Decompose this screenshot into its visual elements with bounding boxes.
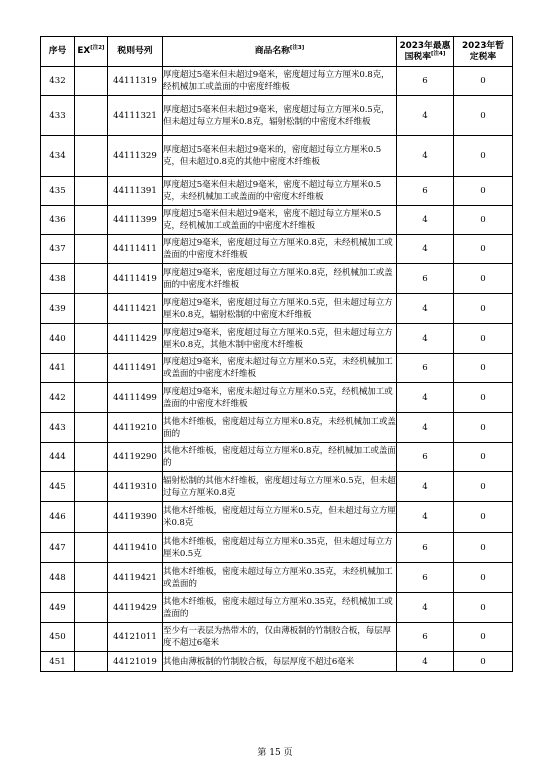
- cell-seq: 438: [41, 264, 75, 294]
- cell-tariff-code: 44121019: [108, 652, 163, 672]
- header-row: [41, 37, 513, 67]
- cell-ex: [75, 652, 108, 672]
- cell-product-name: 其他由薄板制的竹制胶合板，每层厚度不超过6毫米: [163, 652, 397, 672]
- cell-seq: 437: [41, 235, 75, 264]
- cell-seq: 449: [41, 593, 75, 623]
- cell-tariff-code: 44119210: [108, 413, 163, 443]
- cell-product-name: 其他木纤维板，密度未超过每立方厘米0.35克，未经机械加工或盖面的: [163, 563, 397, 593]
- cell-ex: [75, 533, 108, 563]
- cell-mfn-rate: 6: [397, 533, 454, 563]
- cell-provisional-rate: 0: [454, 264, 513, 294]
- cell-tariff-code: 44119290: [108, 443, 163, 472]
- table-row: [41, 96, 513, 136]
- cell-seq: 432: [41, 67, 75, 96]
- cell-provisional-rate: 0: [454, 324, 513, 354]
- cell-ex: [75, 294, 108, 324]
- name-note: [注3]: [289, 45, 305, 52]
- cell-product-name: 厚度超过9毫米，密度超过每立方厘米0.8克，经机械加工或盖面的中密度木纤维板: [163, 264, 397, 294]
- table-row: [41, 472, 513, 502]
- col-header-name: 商品名称[注3]: [163, 37, 397, 67]
- cell-mfn-rate: 4: [397, 324, 454, 354]
- cell-ex: [75, 383, 108, 413]
- cell-product-name: 至少有一表层为热带木的，仅由薄板制的竹制胶合板，每层厚度不超过6毫米: [163, 623, 397, 652]
- cell-provisional-rate: 0: [454, 563, 513, 593]
- cell-provisional-rate: 0: [454, 96, 513, 136]
- tariff-table: [40, 36, 513, 672]
- page-number: 第 15 页: [257, 748, 293, 758]
- cell-seq: 447: [41, 533, 75, 563]
- cell-tariff-code: 44111429: [108, 324, 163, 354]
- cell-mfn-rate: 4: [397, 502, 454, 533]
- cell-provisional-rate: 0: [454, 472, 513, 502]
- cell-ex: [75, 206, 108, 235]
- cell-provisional-rate: 0: [454, 623, 513, 652]
- col-header-seq: 序号: [41, 37, 75, 67]
- cell-tariff-code: 44111321: [108, 96, 163, 136]
- cell-provisional-rate: 0: [454, 593, 513, 623]
- table-row: [41, 502, 513, 533]
- cell-mfn-rate: 6: [397, 563, 454, 593]
- cell-ex: [75, 235, 108, 264]
- cell-seq: 440: [41, 324, 75, 354]
- cell-seq: 448: [41, 563, 75, 593]
- cell-ex: [75, 563, 108, 593]
- cell-provisional-rate: 0: [454, 413, 513, 443]
- table-row: [41, 354, 513, 383]
- cell-ex: [75, 324, 108, 354]
- cell-provisional-rate: 0: [454, 502, 513, 533]
- cell-tariff-code: 44111319: [108, 67, 163, 96]
- cell-mfn-rate: 4: [397, 383, 454, 413]
- col-header-code: 税则号列: [108, 37, 163, 67]
- cell-provisional-rate: 0: [454, 443, 513, 472]
- cell-tariff-code: 44111491: [108, 354, 163, 383]
- cell-tariff-code: 44119410: [108, 533, 163, 563]
- cell-seq: 441: [41, 354, 75, 383]
- cell-mfn-rate: 6: [397, 623, 454, 652]
- table-row: [41, 413, 513, 443]
- ex-note: [注2]: [90, 45, 105, 52]
- cell-mfn-rate: 4: [397, 294, 454, 324]
- cell-product-name: 厚度超过5毫米但未超过9毫米，密度超过每立方厘米0.8克，经机械加工或盖面的中密度纤维板: [163, 67, 397, 96]
- table-row: [41, 443, 513, 472]
- table-row: [41, 563, 513, 593]
- cell-ex: [75, 472, 108, 502]
- cell-ex: [75, 593, 108, 623]
- cell-product-name: 辐射松制的其他木纤维板，密度超过每立方厘米0.5克，但未超过每立方厘米0.8克: [163, 472, 397, 502]
- table-row: [41, 533, 513, 563]
- table-row: [41, 235, 513, 264]
- cell-product-name: 厚度超过9毫米，密度超过每立方厘米0.5克，但未超过每立方厘米0.8克，其他木制中密度木纤维板: [163, 324, 397, 354]
- cell-ex: [75, 443, 108, 472]
- cell-seq: 451: [41, 652, 75, 672]
- col-header-mfn-rate: 2023年最惠 国税率[注4]: [397, 37, 454, 67]
- cell-product-name: 厚度超过5毫米但未超过9毫米，密度不超过每立方厘米0.5克，经机械加工或盖面的中密度木纤维板: [163, 206, 397, 235]
- cell-tariff-code: 44111411: [108, 235, 163, 264]
- cell-mfn-rate: 4: [397, 96, 454, 136]
- cell-provisional-rate: 0: [454, 533, 513, 563]
- cell-seq: 435: [41, 177, 75, 206]
- cell-seq: 444: [41, 443, 75, 472]
- cell-provisional-rate: 0: [454, 235, 513, 264]
- cell-tariff-code: 44111499: [108, 383, 163, 413]
- cell-product-name: 其他木纤维板，密度未超过每立方厘米0.35克，经机械加工或盖面的: [163, 593, 397, 623]
- cell-tariff-code: 44121011: [108, 623, 163, 652]
- table-row: [41, 294, 513, 324]
- cell-seq: 443: [41, 413, 75, 443]
- cell-provisional-rate: 0: [454, 177, 513, 206]
- cell-tariff-code: 44119310: [108, 472, 163, 502]
- cell-product-name: 厚度超过9毫米，密度未超过每立方厘米0.5克，未经机械加工或盖面的中密度木纤维板: [163, 354, 397, 383]
- cell-tariff-code: 44119429: [108, 593, 163, 623]
- table-row: [41, 206, 513, 235]
- cell-ex: [75, 264, 108, 294]
- cell-product-name: 厚度超过5毫米但未超过9毫米，密度不超过每立方厘米0.5克，未经机械加工或盖面的中密度木纤维板: [163, 177, 397, 206]
- cell-product-name: 厚度超过9毫米，密度超过每立方厘米0.8克，未经机械加工或盖面的中密度木纤维板: [163, 235, 397, 264]
- cell-product-name: 厚度超过9毫米，密度未超过每立方厘米0.5克，经机械加工或盖面的中密度木纤维板: [163, 383, 397, 413]
- cell-provisional-rate: 0: [454, 136, 513, 177]
- cell-seq: 446: [41, 502, 75, 533]
- cell-seq: 439: [41, 294, 75, 324]
- cell-tariff-code: 44119421: [108, 563, 163, 593]
- cell-ex: [75, 177, 108, 206]
- table-row: [41, 593, 513, 623]
- cell-ex: [75, 136, 108, 177]
- col-header-ex: EX[注2]: [75, 37, 108, 67]
- cell-seq: 450: [41, 623, 75, 652]
- cell-product-name: 其他木纤维板，密度超过每立方厘米0.5克，但未超过每立方厘米0.8克: [163, 502, 397, 533]
- cell-ex: [75, 354, 108, 383]
- table-row: [41, 383, 513, 413]
- cell-mfn-rate: 4: [397, 206, 454, 235]
- cell-mfn-rate: 6: [397, 264, 454, 294]
- cell-tariff-code: 44111421: [108, 294, 163, 324]
- table-row: [41, 623, 513, 652]
- mfn-note: [注4]: [431, 50, 446, 57]
- cell-provisional-rate: 0: [454, 652, 513, 672]
- cell-product-name: 厚度超过9毫米，密度超过每立方厘米0.5克，但未超过每立方厘米0.8克，辐射松制的中密度木纤维板: [163, 294, 397, 324]
- cell-mfn-rate: 6: [397, 354, 454, 383]
- cell-seq: 433: [41, 96, 75, 136]
- cell-provisional-rate: 0: [454, 383, 513, 413]
- cell-mfn-rate: 4: [397, 652, 454, 672]
- cell-mfn-rate: 4: [397, 413, 454, 443]
- cell-provisional-rate: 0: [454, 354, 513, 383]
- cell-provisional-rate: 0: [454, 294, 513, 324]
- cell-tariff-code: 44111399: [108, 206, 163, 235]
- cell-tariff-code: 44111329: [108, 136, 163, 177]
- cell-ex: [75, 67, 108, 96]
- cell-mfn-rate: 4: [397, 472, 454, 502]
- cell-seq: 436: [41, 206, 75, 235]
- cell-mfn-rate: 6: [397, 67, 454, 96]
- cell-product-name: 其他木纤维板，密度超过每立方厘米0.8克，未经机械加工或盖面的: [163, 413, 397, 443]
- cell-ex: [75, 96, 108, 136]
- cell-provisional-rate: 0: [454, 67, 513, 96]
- table-row: [41, 136, 513, 177]
- cell-mfn-rate: 4: [397, 136, 454, 177]
- cell-provisional-rate: 0: [454, 206, 513, 235]
- cell-ex: [75, 502, 108, 533]
- cell-mfn-rate: 4: [397, 235, 454, 264]
- table-row: [41, 324, 513, 354]
- table-row: [41, 264, 513, 294]
- cell-seq: 442: [41, 383, 75, 413]
- cell-seq: 445: [41, 472, 75, 502]
- cell-tariff-code: 44111419: [108, 264, 163, 294]
- cell-mfn-rate: 4: [397, 593, 454, 623]
- cell-product-name: 其他木纤维板，密度超过每立方厘米0.35克，但未超过每立方厘米0.5克: [163, 533, 397, 563]
- col-header-provisional-rate: 2023年暂 定税率: [454, 37, 513, 67]
- cell-tariff-code: 44119390: [108, 502, 163, 533]
- cell-mfn-rate: 6: [397, 177, 454, 206]
- table-row: [41, 67, 513, 96]
- table-row: [41, 652, 513, 672]
- cell-product-name: 厚度超过5毫米但未超过9毫米的，密度超过每立方厘米0.5克，但未超过0.8克的其他中密度木纤维板: [163, 136, 397, 177]
- cell-seq: 434: [41, 136, 75, 177]
- cell-tariff-code: 44111391: [108, 177, 163, 206]
- cell-ex: [75, 623, 108, 652]
- cell-ex: [75, 413, 108, 443]
- table-row: [41, 177, 513, 206]
- cell-product-name: 其他木纤维板，密度超过每立方厘米0.8克，经机械加工或盖面的: [163, 443, 397, 472]
- cell-mfn-rate: 6: [397, 443, 454, 472]
- cell-product-name: 厚度超过5毫米但未超过9毫米，密度超过每立方厘米0.5克，但未超过每立方厘米0.8克，辐射松制的中密度木纤维板: [163, 96, 397, 136]
